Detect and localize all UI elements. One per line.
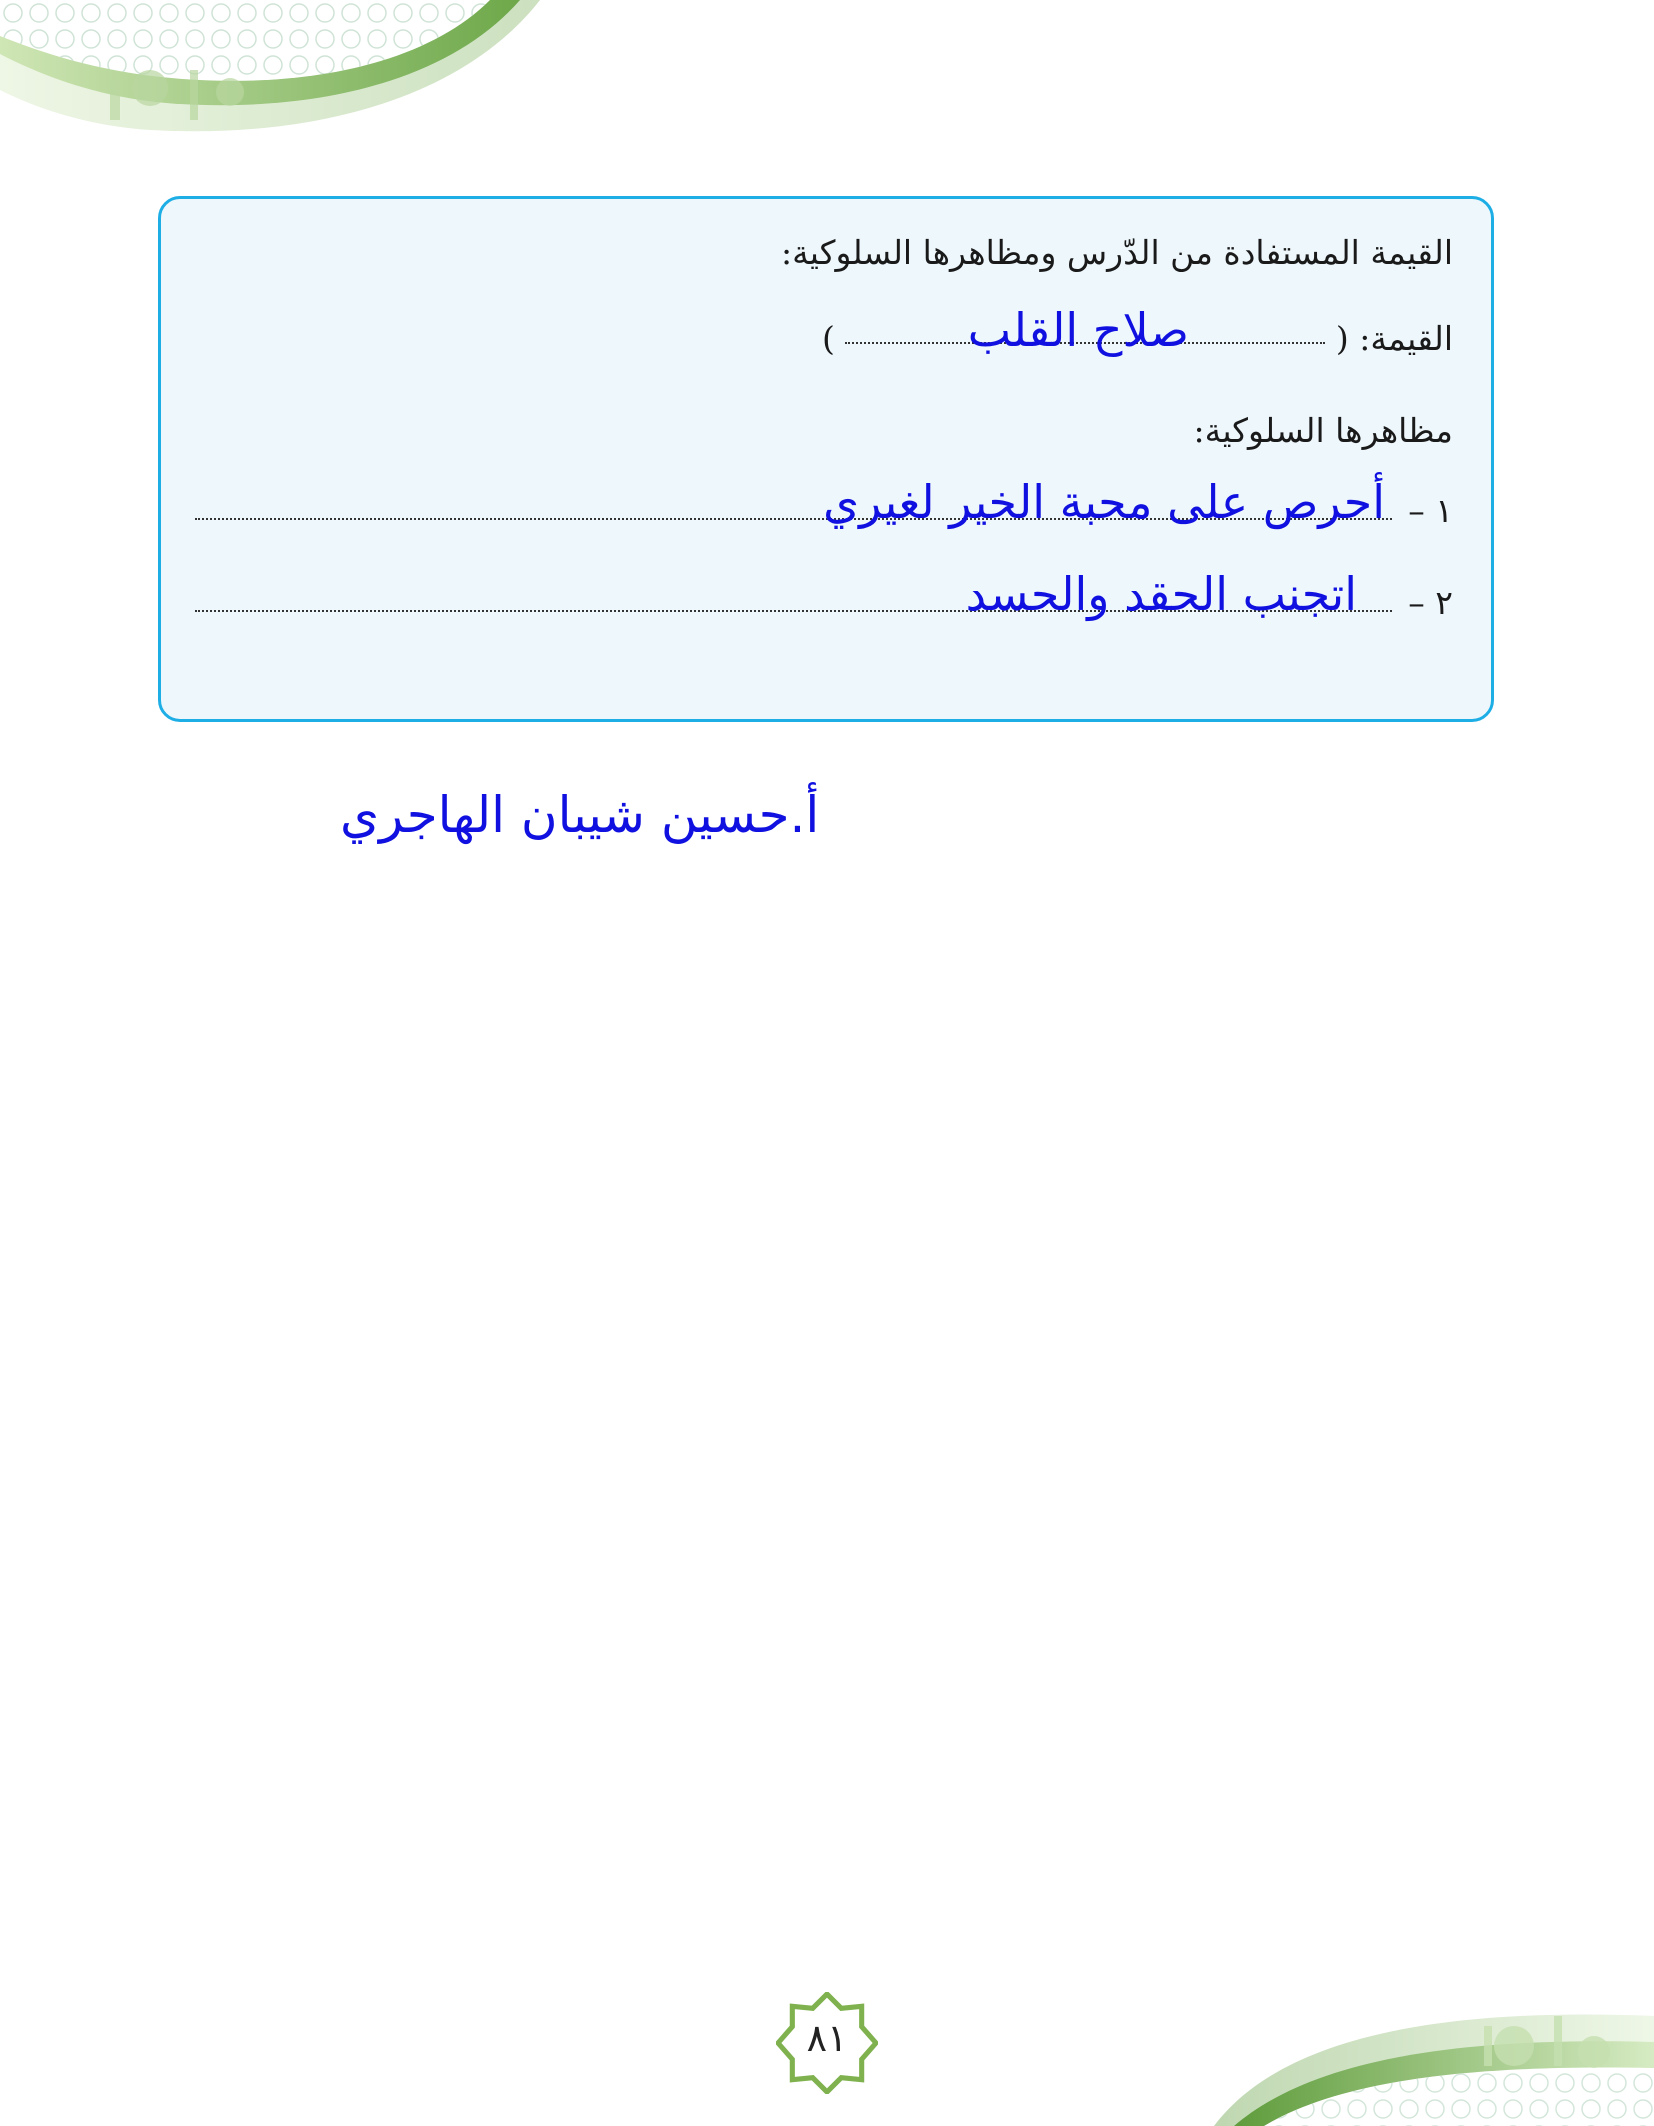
value-close-paren: ): [821, 319, 835, 358]
top-corner-ornament: [0, 0, 560, 170]
item-number: ١ –: [1408, 491, 1453, 530]
author-name: أ.حسين شيبان الهاجري: [340, 786, 820, 844]
item-answer-1: أحرص على محبة الخير لغيري: [823, 475, 1385, 529]
lesson-value-box: [158, 196, 1494, 722]
page-number: ٨١: [806, 2016, 848, 2060]
box-heading: القيمة المستفادة من الدّرس ومظاهرها السلوكية:: [780, 233, 1453, 272]
bottom-corner-ornament: [1214, 1966, 1654, 2126]
item-answer-2: اتجنب الحقد والحسد: [965, 567, 1357, 621]
manifestations-label: مظاهرها السلوكية:: [1193, 411, 1453, 450]
value-label: القيمة: (: [1335, 319, 1453, 358]
item-number: ٢ –: [1408, 583, 1453, 622]
value-answer: صلاح القلب: [967, 303, 1189, 357]
